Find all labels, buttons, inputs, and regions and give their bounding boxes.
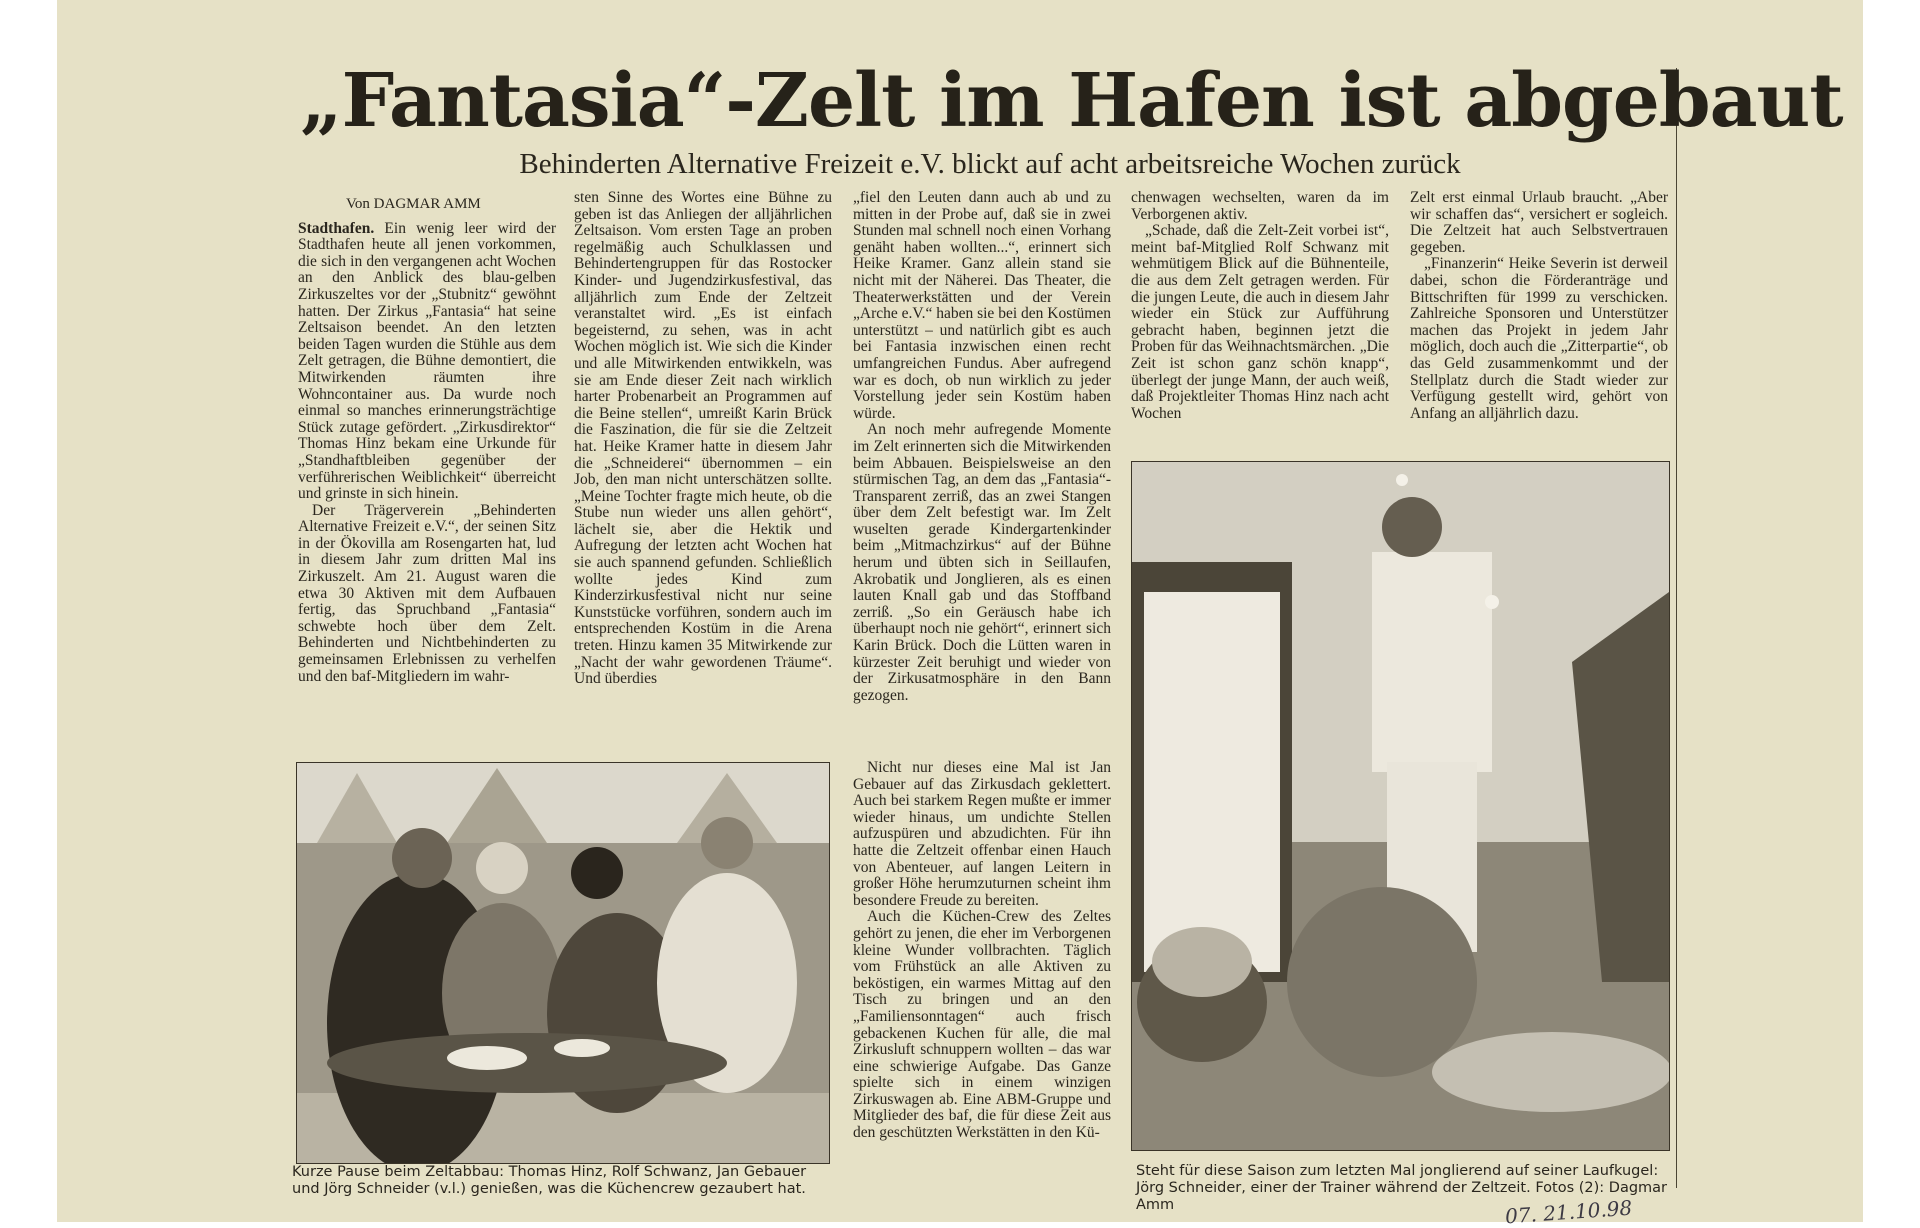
paragraph: chenwagen wechselten, waren da im Verborgenen aktiv. [1131, 189, 1389, 223]
paragraph: An noch mehr aufregende Momente im Zelt erinnerten sich die Mitwirkenden beim Abbauen. Beispielsweise an den stürmischen Tag, an dem das „Fantasia“-Transparent zerriß, das an zwei Stangen über dem Zelt befestigt war. Im Zelt wuselten gerade Kindergartenkinder beim „Mitmachzirkus“ auf der Bühne herum und übten sich in Seillaufen, Akrobatik und Jonglieren, als es einen lauten Knall gab und das Stoffband zerriß. „So ein Geräusch habe ich überhaupt noch nie gehört“, erinnert sich Karin Brück. Doch die Lütten waren in kürzester Zeit beruhigt und wieder von der Zirkusatmosphäre in den Bann gezogen. [853, 421, 1111, 704]
dateline: Stadthafen. [298, 219, 375, 237]
paragraph: „Finanzerin“ Heike Severin ist derweil dabei, schon die Förderanträge und Bittschriften für 1999 zu verschicken. Zahlreiche Sponsoren und Unterstützer machen das Projekt in jedem Jahr möglich, doch auch die „Zitterpartie“, ob das Geld zusammenkommt und der Stellplatz durch die Stadt wieder zur Verfügung gestellt wird, gehört von Anfang an alljährlich dazu. [1410, 255, 1668, 422]
byline: Von DAGMAR AMM [346, 196, 481, 212]
photo-illustration [1132, 462, 1669, 1150]
article-column-1 [298, 196, 556, 685]
handwritten-date: 07. 21.10.98 [1504, 1195, 1633, 1228]
column-rule [1676, 68, 1677, 1188]
subheadline: Behinderten Alternative Freizeit e.V. blickt auf acht arbeitsreiche Wochen zurück [519, 148, 1461, 180]
article-column-5 [1410, 190, 1668, 422]
paragraph: Zelt erst einmal Urlaub braucht. „Aber wir schaffen das“, versichert er sogleich. Die Zeltzeit hat auch Selbstvertrauen gegeben. [1410, 189, 1668, 256]
article-column-2 [574, 190, 832, 688]
paragraph [298, 221, 556, 503]
article-column-3 [853, 190, 1111, 760]
article-column-3-continued [853, 760, 1111, 1142]
photo-caption-1: Kurze Pause beim Zeltabbau: Thomas Hinz, Rolf Schwanz, Jan Gebauer und Jörg Schneider (v.l.) genießen, was die Küchencrew gezaubert hat. [292, 1164, 807, 1197]
paragraph: sten Sinne des Wortes eine Bühne zu geben ist das Anliegen der alljährlichen Zeltsaison. Vom ersten Tage an proben regelmäßig auch Schulklassen und Behindertengruppen für das Rostocker Kinder- und Jugendzirkusfestival, das alljährlich zum Ende der Zeltzeit veranstaltet wird. „Es ist einfach begeisternd, zu sehen, was in acht Wochen möglich ist. Wie sich die Kinder und alle Mitwirkenden entwikkeln, was sie am Ende dieser Zeit nach wirklich harter Probenarbeit an Programmen auf die Beine stellen“, umreißt Karin Brück die Faszination, die für sie die Zeltzeit hat. Heike Kramer hatte in diesem Jahr die „Schneiderei“ übernommen – ein Job, den man nicht unterschätzen sollte. „Meine Tochter fragte mich heute, ob die Stube nun wieder uns allen gehört“, lächelt sie, aber die Hektik und Aufregung der letzten acht Wochen hat sie auch spannend gefunden. Schließlich wollte jedes Kind zum Kinderzirkusfestival nicht nur seine Kunststücke vorführen, sondern auch im entsprechenden Kostüm in die Arena treten. Hinzu kamen 35 Mitwirkende zur „Nacht der wahr gewordenen Träume“. Und überdies [574, 189, 832, 688]
paragraph: „fiel den Leuten dann auch ab und zu mitten in der Probe auf, daß sie in zwei Stunden mal schnell noch einen Vorhang genäht haben wollten...“, erinnert sich Heike Kramer. Ganz allein stand sie nicht mit der Näherei. Das Theater, die Theaterwerkstätten und der Verein „Arche e.V.“ haben sie bei den Kostümen unterstützt – und natürlich gibt es auch bei Fantasia inzwischen einen recht umfangreichen Fundus. Aber aufregend war es doch, ob nun wirklich zu jeder Vorstellung jeder sein Kostüm haben würde. [853, 190, 1111, 422]
article-column-4 [1131, 190, 1389, 422]
photo-juggler-on-ball [1131, 461, 1670, 1151]
caption-text: Steht für diese Saison zum letzten Mal jonglierend auf seiner Laufkugel: Jörg Schneider, einer der Trainer während der Zeltzeit. [1136, 1163, 1659, 1196]
photo-illustration [297, 763, 829, 1163]
paragraph: Der Trägerverein „Behinderten Alternative Freizeit e.V.“, der seinen Sitz in der Ökovilla am Rosengarten hat, lud in diesem Jahr zum dritten Mal ins Zirkuszelt. Am 21. August waren die etwa 30 Aktiven mit dem Aufbauen fertig, das Spruchband „Fantasia“ schwebte hoch über dem Zelt. Behinderten und Nichtbehinderten zu gemeinsamen Erlebnissen zu verhelfen und den baf-Mitgliedern im wahr- [298, 501, 556, 685]
photo-kitchen-break [296, 762, 830, 1164]
photo-credit: Fotos (2): Dagmar Amm [1136, 1180, 1668, 1213]
paragraph: Nicht nur dieses eine Mal ist Jan Gebauer auf das Zirkusdach geklettert. Auch bei starkem Regen mußte er immer wieder hinaus, um undichte Stellen aufzuspüren und abzudichten. Für ihn hatte die Zeltzeit offenbar einen Hauch von Abenteuer, auf langen Leitern in großer Höhe herumzuturnen scheint ihm besondere Freude zu bereiten. [853, 759, 1111, 909]
paragraph-text: Ein wenig leer wird der Stadthafen heute all jenen vorkommen, die sich in den vergangenen acht Wochen an den Anblick des blau-gelben Zirkuszeltes vor der „Stubnitz“ gewöhnt hatten. Der Zirkus „Fantasia“ hat seine Zeltsaison beendet. An den letzten beiden Tagen wurden die Stühle aus dem Zelt getragen, die Bühne demontiert, die Mitwirkenden räumten ihre Wohncontainer aus. Da wurde noch einmal so manches erinnerungsträchtige Stück zutage gefördert. „Zirkusdirektor“ Thomas Hinz bekam eine Urkunde für „Standhaftbleiben gegenüber der verführerischen Weiblichkeit“ überreicht und grinste in sich hinein. [298, 219, 556, 503]
headline: „Fantasia“-Zelt im Hafen ist abgebaut [300, 58, 1843, 144]
paragraph: „Schade, daß die Zelt-Zeit vorbei ist“, meint baf-Mitglied Rolf Schwanz mit wehmütigem Blick auf die Bühnenteile, die aus dem Zelt getragen werden. Für die jungen Leute, die auch in diesem Jahr wieder ein Stück zur Aufführung gebracht haben, beginnen jetzt die Proben für das Weihnachtsmärchen. „Die Zeit ist schon ganz schön knapp“, überlegt der junge Mann, der auch weiß, daß Projektleiter Thomas Hinz nach acht Wochen [1131, 222, 1389, 422]
paragraph: Auch die Küchen-Crew des Zeltes gehört zu jenen, die eher im Verborgenen kleine Wunder vollbrachten. Täglich vom Frühstück an alle Aktiven zu beköstigen, ein warmes Mittag auf den Tisch zu bringen und an den „Familiensonntagen“ auch frisch gebackenen Kuchen für alle, die mal Zirkusluft schnuppern wollten – das war eine schwierige Aufgabe. Das Ganze spielte sich in einem winzigen Zirkuswagen ab. Eine ABM-Gruppe und Mitglieder des baf, die für diese Zeit aus den geschützten Werkstätten in den Kü- [853, 908, 1111, 1142]
